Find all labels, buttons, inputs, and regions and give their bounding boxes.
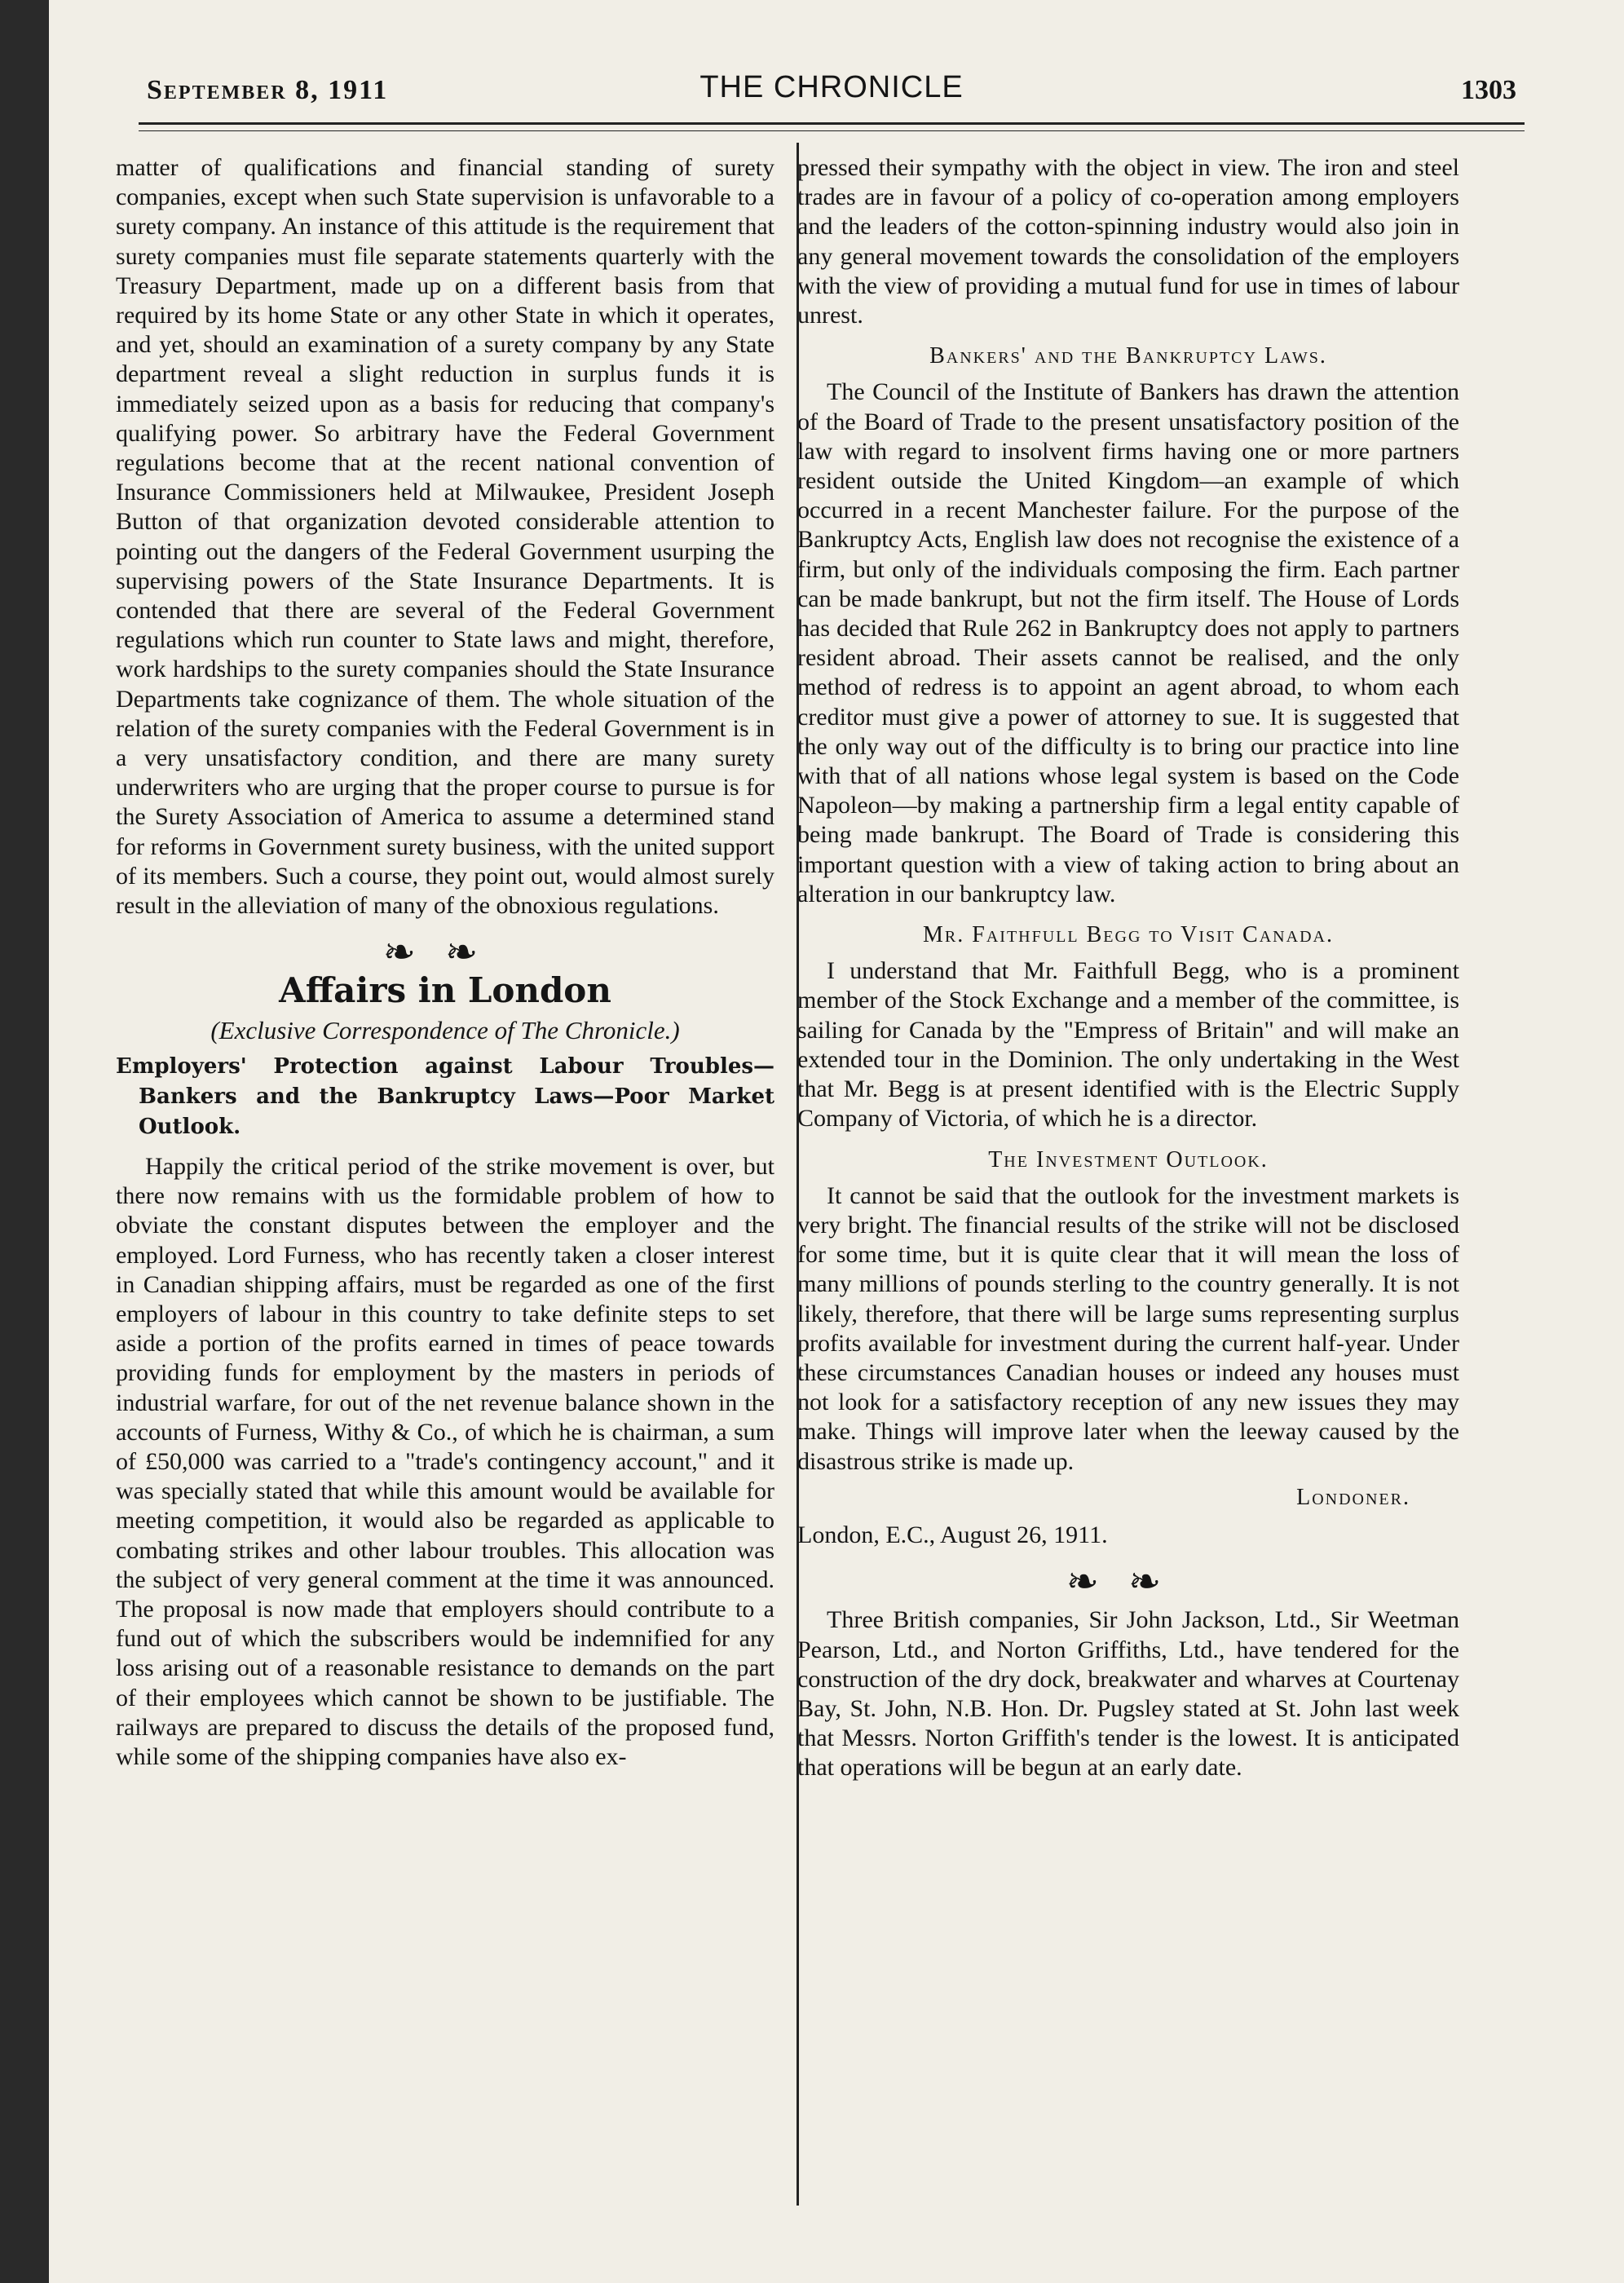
article-paragraph: I understand that Mr. Faithfull Begg, who is a prominent member of the Stock Exchange and a member of the committee, is sailing for Canada by the "Empress of Britain" and will make an extended tour in the Dominion. The only undertaking in the West that Mr. Begg is at present identified with is the Electric Supply Company of Victoria, of which he is a director. xyxy=(797,957,1459,1133)
ornament-icon: ❧ xyxy=(1066,1561,1128,1605)
ornament-icon: ❧ xyxy=(382,931,445,975)
ornament-icon: ❧ xyxy=(445,931,508,975)
header-rule-thin xyxy=(139,130,1525,131)
newspaper-page xyxy=(49,0,1624,2283)
left-column xyxy=(116,153,774,1772)
article-paragraph: It cannot be said that the outlook for the investment markets is very bright. The financial results of the strike will not be disclosed for some time, but it is quite clear that it will mean the loss of many millions of pounds sterling to the country generally. It is not likely, therefore, that there will be large sums representing surplus profits available for investment during the current half-year. Under these circumstances Canadian houses or indeed any houses must not look for a satisfactory reception of any new issues they may make. Things will improve later when the leeway caused by the disastrous strike is made up. xyxy=(797,1181,1459,1475)
continued-paragraph: matter of qualifications and financial standing of surety companies, except when such State supervision is unfavorable to a surety company. An instance of this attitude is the requirement that surety companies must file separate statements quarterly with the Treasury Department, made up on a different basis from that required by its home State or any other State in which it operates, and yet, should an examination of a surety company by any State department reveal a slight reduction in surplus funds it is immediately seized upon as a basis for reducing that company's qualifying power. So arbitrary have the Federal Government regulations become that at the recent national convention of Insurance Commissioners held at Milwaukee, President Joseph Button of that organization devoted considerable attention to pointing out the dangers of the Federal Government usurping the supervising powers of the State Insurance Departments. It is contended that there are several of the Federal Government regulations which run counter to State laws and might, therefore, work hardships to the surety companies should the State Insurance Departments take cognizance of them. The whole situation of the relation of the surety companies with the Federal Government is in a very unsatisfactory condition, and there are many surety underwriters who are urging that the proper course to pursue is for the Surety Association of America to assume a determined stand for reforms in Government surety business, with the united support of its members. Such a course, they point out, would almost surely result in the alleviation of many of the obnoxious regulations. xyxy=(116,154,774,920)
author-signature: Londoner. xyxy=(1296,1484,1410,1510)
article-paragraph: Three British companies, Sir John Jackson, Ltd., Sir Weetman Pearson, Ltd., and Norton Griffiths, Ltd., have tendered for the construction of the dry dock, breakwater and wharves at Courtenay Bay, St. John, N.B. Hon. Dr. Pugsley stated at St. John last week that Messrs. Norton Griffith's tender is the lowest. It is anticipated that operations will be begun at an early date. xyxy=(797,1606,1459,1782)
subheading-begg: Mr. Faithfull Begg to Visit Canada. xyxy=(923,922,1334,948)
header-rule xyxy=(139,122,1525,125)
subheading-bankruptcy: Bankers' and the Bankruptcy Laws. xyxy=(929,343,1327,369)
subheading-investment: The Investment Outlook. xyxy=(988,1146,1269,1172)
masthead: THE CHRONICLE xyxy=(699,70,964,104)
article-paragraph: Happily the critical period of the strike movement is over, but there now remains with us the formidable problem of how to obviate the constant disputes between the employer and the employed. Lord Furness, who has recently taken a closer interest in Canadian shipping affairs, must be regarded as one of the first employers of labour in this country to take definite steps to set aside a portion of the profits earned in times of peace towards providing funds for employment by the masters in periods of industrial warfare, for out of the net revenue balance shown in the accounts of Furness, Withy & Co., of which he is chairman, a sum of £50,000 was carried to a "trade's contingency account," and it was specially stated that while this amount would be available for meeting competition, it would also be regarded as applicable to combating strikes and other labour troubles. This allocation was the subject of very general comment at the time it was announced. The proposal is now made that employers should contribute to a fund out of which the subscribers would be indemnified for any loss arising out of a reasonable resistance to demands on the part of their employees which cannot be shown to be justifiable. The railways are prepared to discuss the details of the proposed fund, while some of the shipping companies have also ex- xyxy=(116,1152,774,1770)
article-summary: Employers' Protection against Labour Troubles—Bankers and the Bankruptcy Laws—Poor Market Outlook. xyxy=(116,1053,774,1139)
article-byline: (Exclusive Correspondence of The Chronicle.) xyxy=(210,1015,680,1044)
continued-paragraph: pressed their sympathy with the object in view. The iron and steel trades are in favour of a policy of co-operation among employers and the leaders of the cotton-spinning industry would also join in any general movement towards the consolidation of the employers with the view of providing a mutual fund for use in times of labour unrest. xyxy=(797,154,1459,329)
right-column xyxy=(797,153,1459,1783)
issue-date: September 8, 1911 xyxy=(147,75,389,105)
article-paragraph: The Council of the Institute of Bankers has drawn the attention of the Board of Trade to the present unsatisfactory position of the law with regard to insolvent firms having one or more partners resident outside the United Kingdom—an example of which occurred in a recent Manchester failure. For the purpose of the Bankruptcy Acts, English law does not recognise the existence of a firm, but only of the individuals composing the firm. Each partner can be made bankrupt, but not the firm itself. The House of Lords has decided that Rule 262 in Bankruptcy does not apply to partners resident abroad. Their assets cannot be realised, and the only method of redress is to appoint an agent abroad, to whom each creditor must give a power of attorney to sue. It is suggested that the only way out of the difficulty is to bring our practice into line with that of all nations whose legal system is based on the Code Napoleon—by making a partnership firm a legal entity capable of being made bankrupt. The Board of Trade is considering this important question with a view of taking action to bring about an alteration in our bankruptcy law. xyxy=(797,378,1459,907)
article-title: Affairs in London xyxy=(279,970,611,1011)
page-header xyxy=(147,70,1516,119)
page-number: 1303 xyxy=(1461,75,1516,105)
dateline: London, E.C., August 26, 1911. xyxy=(797,1521,1108,1548)
section-ornament xyxy=(797,1561,1459,1605)
section-ornament xyxy=(116,931,774,975)
ornament-icon: ❧ xyxy=(1128,1561,1191,1605)
